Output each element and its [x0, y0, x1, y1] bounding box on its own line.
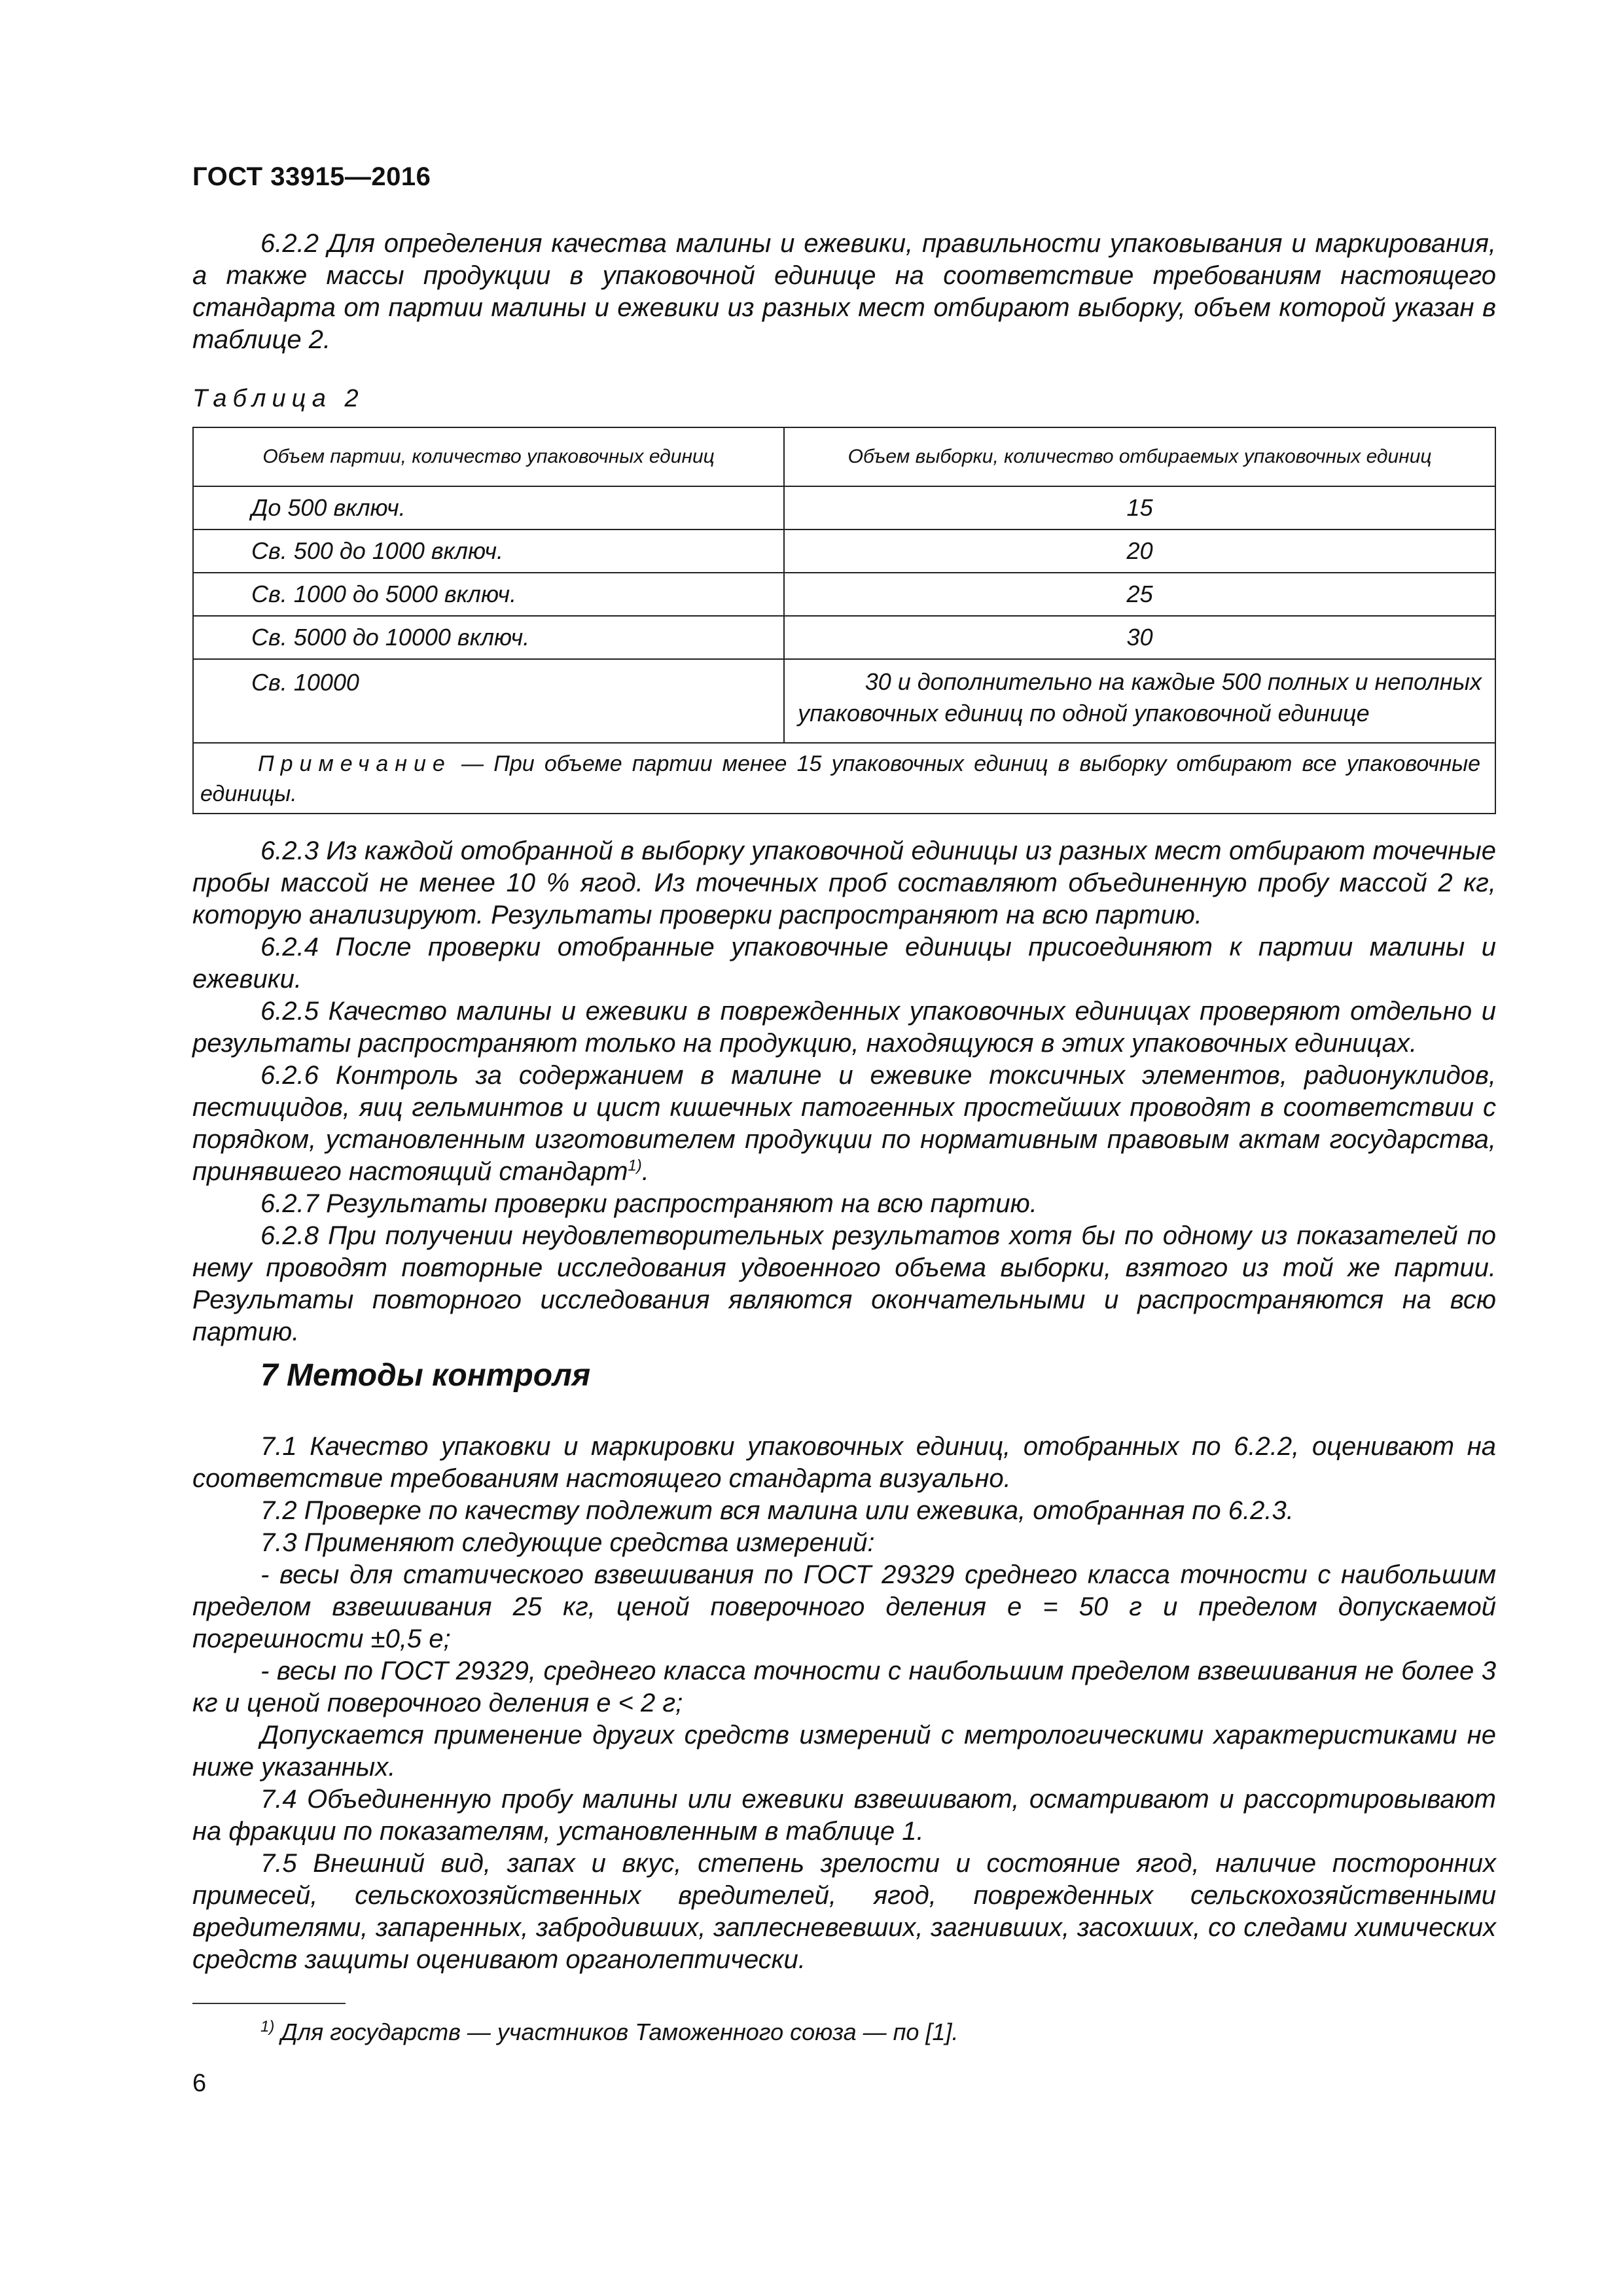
sample-size-table: [192, 427, 1496, 814]
paragraph-6-2-6: [192, 1060, 1496, 1188]
table-caption: Таблица 2: [192, 385, 365, 412]
list-item-scale-2: - весы по ГОСТ 29329, среднего класса точности с наибольшим пределом взвешивания не более 3 кг и ценой поверочного деления е < 2 г;: [192, 1657, 1496, 1717]
paragraph-6-2-6-text: 6.2.6 Контроль за содержанием в малине и ежевике токсичных элементов, радионуклидов, пестицидов, яиц гельминтов и цист кишечных патогенных простейших проводят в соответствии с порядком, установленным изготовителем продукции по нормативным правовым актам государства, принявшего настоящий стандарт: [192, 1061, 1496, 1186]
paragraph-7-3: 7.3 Применяют следующие средства измерений:: [260, 1528, 875, 1557]
intro-paragraph-block: [192, 228, 1496, 356]
paragraph-6-2-7: 6.2.7 Результаты проверки распространяют на всю партию.: [260, 1189, 1037, 1218]
note-label: Примечание: [258, 751, 452, 776]
section-7-paragraphs: [192, 1431, 1496, 1976]
footnote-marker: 1): [260, 2018, 275, 2036]
sample-size-cell: 25: [784, 573, 1495, 616]
document-code: ГОСТ 33915—2016: [192, 162, 431, 191]
section-6-paragraphs: [192, 835, 1496, 1348]
paragraph-7-2: 7.2 Проверке по качеству подлежит вся малина или ежевика, отобранная по 6.2.3.: [260, 1496, 1294, 1525]
table-row: [193, 659, 1495, 743]
column-header-sample-size: Объем выборки, количество отбираемых упаковочных единиц: [784, 427, 1495, 486]
table-row: [193, 573, 1495, 616]
sample-size-cell: 30: [784, 616, 1495, 659]
page-number: 6: [192, 2070, 207, 2097]
paragraph-6-2-3: 6.2.3 Из каждой отобранной в выборку упаковочной единицы из разных мест отбирают точечные пробы массой не менее 10 % ягод. Из точечных проб составляют объединенную пробу массой 2 кг, которую анализируют. Результаты проверки распространяют на всю партию.: [192, 836, 1496, 929]
sample-size-line: 30 и дополнительно на каждые 500 полных и неполных: [865, 668, 1482, 695]
footnote-separator: [192, 2003, 346, 2004]
note-text: — При объеме партии менее 15 упаковочных единиц в выборку отбирают все упаковочные единицы.: [200, 751, 1480, 806]
paragraph-6-2-5: 6.2.5 Качество малины и ежевики в поврежденных упаковочных единицах проверяют отдельно и результаты распространяют только на продукцию, находящуюся в этих упаковочных единицах.: [192, 997, 1496, 1058]
lot-size-cell: Св. 10000: [193, 659, 784, 743]
table-note: [193, 743, 1495, 814]
section-7-title: 7 Методы контроля: [260, 1358, 591, 1393]
paragraph-7-1: 7.1 Качество упаковки и маркировки упаковочных единиц, отобранных по 6.2.2, оценивают на соответствие требованиям настоящего стандарта визуально.: [192, 1432, 1496, 1493]
sample-size-cell: 15: [784, 486, 1495, 529]
lot-size-cell: Св. 1000 до 5000 включ.: [193, 573, 784, 616]
lot-size-cell: Св. 5000 до 10000 включ.: [193, 616, 784, 659]
paragraph-7-4: 7.4 Объединенную пробу малины или ежевики взвешивают, осматривают и рассортировывают на фракции по показателям, установленным в таблице 1.: [192, 1785, 1496, 1846]
footnote-text: Для государств — участников Таможенного союза — по [1].: [274, 2018, 959, 2045]
sample-size-line: упаковочных единиц по одной упаковочной единице: [798, 700, 1370, 726]
table-header-row: [193, 427, 1495, 486]
table-row: [193, 486, 1495, 529]
sample-size-cell: [784, 659, 1495, 743]
list-item-scale-1: - весы для статического взвешивания по ГОСТ 29329 среднего класса точности с наибольшим пределом взвешивания 25 кг, ценой поверочного деления е = 50 г и пределом допускаемой погрешности ±0,5 е;: [192, 1560, 1496, 1653]
table-row: [193, 616, 1495, 659]
column-header-lot-size: Объем партии, количество упаковочных единиц: [193, 427, 784, 486]
footnote-ref: 1): [628, 1157, 642, 1175]
paragraph-6-2-2: 6.2.2 Для определения качества малины и ежевики, правильности упаковывания и маркирования, а также массы продукции в упаковочной единице на соответствие требованиям настоящего стандарта от партии малины и ежевики из разных мест отбирают выборку, объем которой указан в таблице 2.: [192, 229, 1496, 354]
lot-size-cell: До 500 включ.: [193, 486, 784, 529]
table-row: [193, 529, 1495, 573]
table-note-row: [193, 743, 1495, 814]
sample-size-cell: 20: [784, 529, 1495, 573]
paragraph-6-2-4: 6.2.4 После проверки отобранные упаковочные единицы присоединяют к партии малины и ежевики.: [192, 933, 1496, 994]
paragraph-7-5: 7.5 Внешний вид, запах и вкус, степень зрелости и состояние ягод, наличие посторонних примесей, сельскохозяйственных вредителей, ягод, поврежденных сельскохозяйственными вредителями, запаренных, забродивших, заплесневевших, загнивших, засохших, со следами химических средств защиты оценивают органолептически.: [192, 1849, 1496, 1974]
paragraph-7-3-note: Допускается применение других средств измерений с метрологическими характеристиками не ниже указанных.: [192, 1721, 1496, 1782]
footnote: [260, 2018, 958, 2046]
paragraph-6-2-8: 6.2.8 При получении неудовлетворительных результатов хотя бы по одному из показателей по нему проводят повторные исследования удвоенного объема выборки, взятого из той же партии. Результаты повторного исследования являются окончательными и распространяются на всю партию.: [192, 1221, 1496, 1346]
lot-size-cell: Св. 500 до 1000 включ.: [193, 529, 784, 573]
paragraph-6-2-6-end: .: [641, 1157, 649, 1186]
